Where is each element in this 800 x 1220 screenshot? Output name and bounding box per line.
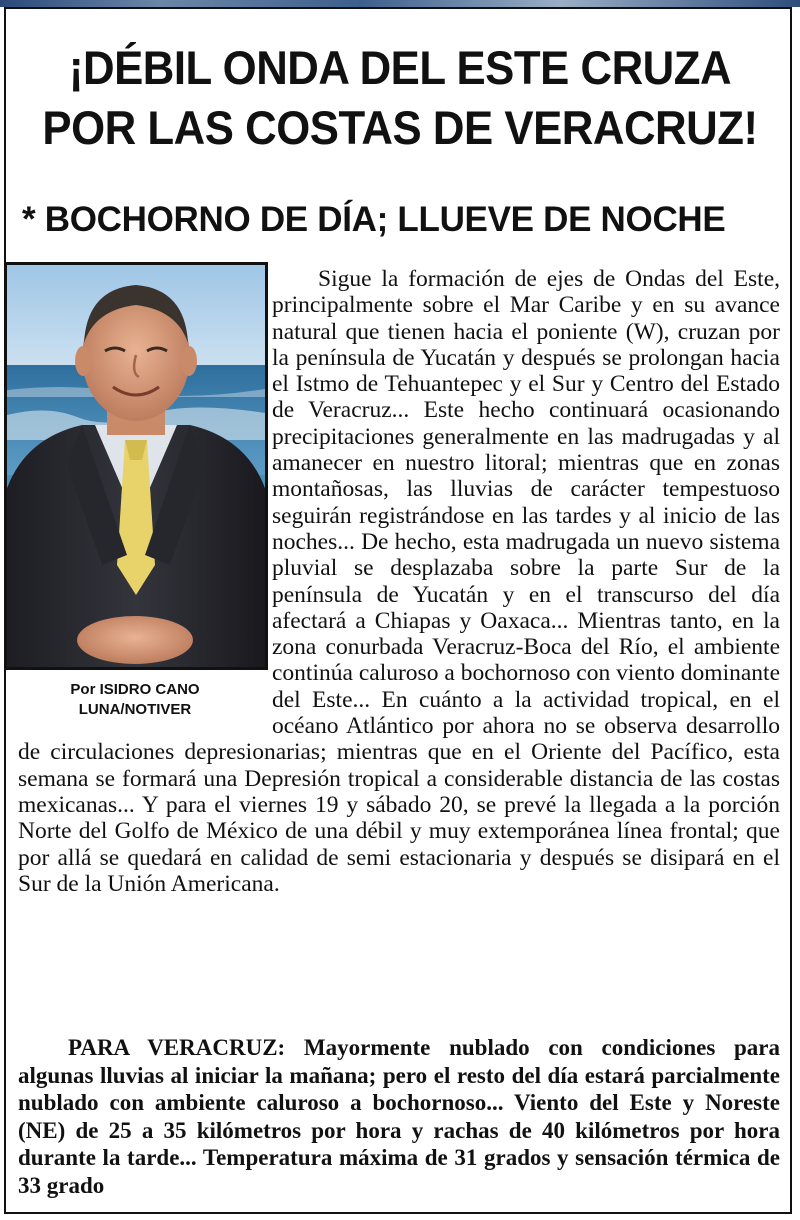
veracruz-forecast-paragraph: PARA VERACRUZ: Mayormente nublado con condiciones para algunas lluvias al iniciar la mañana; pero el resto del día estará parcialmente nublado con ambiente caluroso a bochornoso... Viento del Este y Noreste (NE) de 25 a 35 kilómetros por hora y rachas de 40 kilómetros por hora durante la tarde... Temperatura máxima de 31 grados y sensación térmica de 33 grado: [18, 1035, 780, 1198]
photo-float-spacer: [18, 266, 272, 724]
headline-line-2: POR LAS COSTAS DE VERACRUZ!: [42, 101, 758, 154]
byline-line-2: LUNA/NOTIVER: [78, 701, 192, 718]
article-body: [18, 266, 780, 897]
subheadline: * BOCHORNO DE DÍA; LLUEVE DE NOCHE: [22, 200, 726, 239]
article-body-indent: [272, 266, 318, 292]
headline-line-1: ¡DÉBIL ONDA DEL ESTE CRUZA: [68, 41, 732, 94]
byline-line-1: Por ISIDRO CANO: [70, 681, 200, 698]
top-photo-strip: [0, 0, 800, 7]
headline: [37, 38, 762, 158]
article-body-text: Sigue la formación de ejes de Ondas del Este, principalmente sobre el Mar Caribe y en su avance natural que tienen hacia el poniente (W), cruzan por la península de Yucatán y después se prolongan hacia el Istmo de Tehuantepec y el Sur y Centro del Estado de Veracruz... Este hecho continuará ocasionando precipitaciones generalmente en las madrugadas y al amanecer en nuestro litoral; mientras que en zonas montañosas, las lluvias de carácter tempestuoso seguirán registrándose en las tardes y al inicio de las noches... De hecho, esta madrugada un nuevo sistema pluvial se desplazaba sobre la parte Sur de la península de Yucatán y en el transcurso del día afectará a Chiapas y Oaxaca... Mientras tanto, en la zona conurbada Veracruz-Boca del Río, el ambiente continúa caluroso a bochornoso con viento dominante del Este... En cuánto a la actividad tropical, en el océano Atlántico por ahora no se observa desarrollo de circulaciones depresionarias; mientras que en el Oriente del Pacífico, esta semana se formará una Depresión tropical a considerable distancia de las costas mexicanas... Y para el viernes 19 y sábado 20, se prevé la llegada a la porción Norte del Golfo de México de una débil y muy extemporánea línea frontal; que por allá se quedará en calidad de semi estacionaria y después se disipará en el Sur de la Unión Americana.: [18, 266, 780, 897]
